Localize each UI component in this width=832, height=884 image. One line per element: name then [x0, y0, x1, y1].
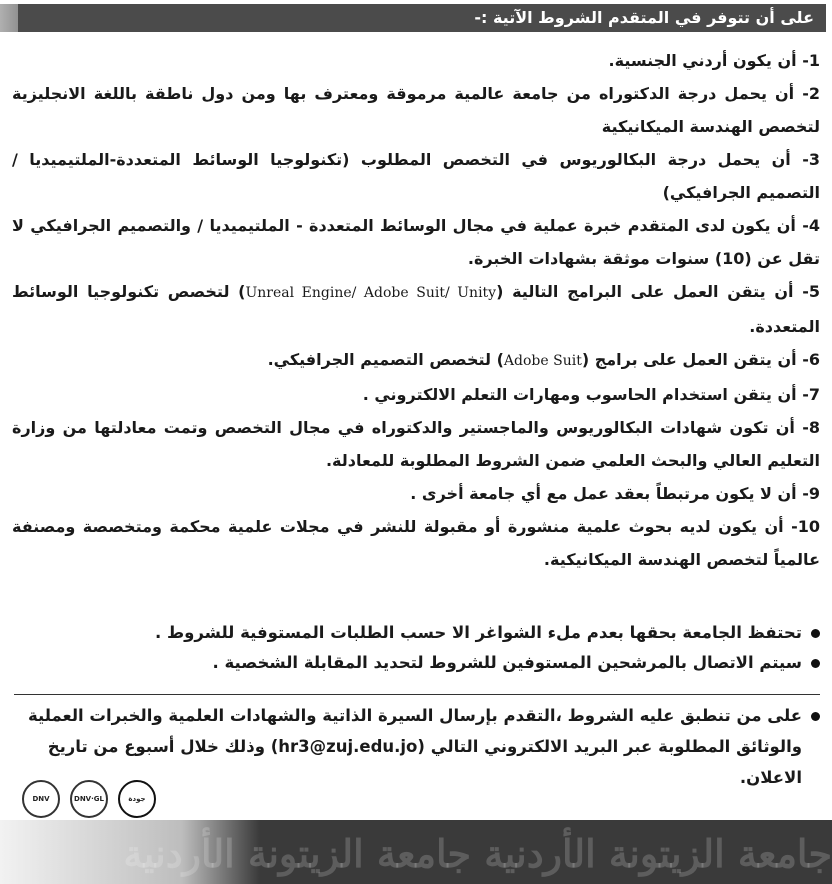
bullet-icon: [811, 659, 820, 668]
condition-item: 1- أن يكون أردني الجنسية.: [608, 51, 820, 70]
apply-text: على من تنطبق عليه الشروط ،التقدم بإرسال السيرة الذاتية والشهادات العلمية والخبرات العملية والوثائق المطلوبة عبر البريد الالكتروني التالي (: [27, 706, 802, 756]
condition-text: ) لتخصص تكنولوجيا الوسائط المتعددة.: [12, 282, 820, 336]
note-item: [12, 618, 820, 648]
condition-text: 6- أن يتقن العمل على برامج (: [581, 350, 820, 369]
email-link[interactable]: hr3@zuj.edu.jo: [278, 737, 418, 756]
condition-item: [12, 343, 820, 378]
conditions-list: [12, 44, 820, 576]
note-text: سيتم الاتصال بالمرشحين المستوفين للشروط لتحديد المقابلة الشخصية .: [212, 653, 802, 672]
dnv-logo-icon: DNV: [22, 780, 60, 818]
footer-calligraphy: جامعة الزيتونة الأردنية جامعة الزيتونة الأردنية: [123, 831, 832, 876]
software-list: Adobe Suit: [503, 353, 582, 369]
condition-item: 8- أن تكون شهادات البكالوريوس والماجستير والدكتوراه في مجال التخصص وتمت معادلتها من وزارة التعليم العالي والبحث العلمي ضمن الشروط المطلوبة للمعادلة.: [12, 418, 820, 470]
dnv-gl-logo-icon: DNV·GL: [70, 780, 108, 818]
notes-list: [12, 618, 820, 678]
condition-text: 5- أن يتقن العمل على البرامج التالية (: [496, 282, 821, 301]
condition-item: 9- أن لا يكون مرتبطاً بعقد عمل مع أي جامعة أخرى .: [410, 484, 820, 503]
bullet-icon: [811, 629, 820, 638]
certification-logos: [22, 780, 156, 818]
quality-check-logo-icon: جودة: [118, 780, 156, 818]
note-item: [12, 648, 820, 678]
software-list: Unreal Engine/ Adobe Suit/ Unity: [245, 285, 497, 301]
conditions-header: على أن تتوفر في المتقدم الشروط الآتية :-: [18, 4, 826, 32]
bullet-icon: [811, 712, 820, 721]
divider: [14, 694, 820, 695]
condition-item: 2- أن يحمل درجة الدكتوراه من جامعة عالمية مرموقة ومعترف بها ومن دول ناطقة باللغة الانجليزية لتخصص الهندسة الميكانيكية: [12, 84, 820, 136]
condition-item: 4- أن يكون لدى المتقدم خبرة عملية في مجال الوسائط المتعددة - الملتيميديا / والتصميم الجرافيكي لا تقل عن (10) سنوات موثقة بشهادات الخبرة.: [12, 216, 820, 268]
note-text: تحتفظ الجامعة بحقها بعدم ملء الشواغر الا حسب الطلبات المستوفية للشروط .: [154, 623, 802, 642]
condition-text: ) لتخصص التصميم الجرافيكي.: [267, 350, 504, 369]
condition-item: [12, 275, 820, 343]
footer-calligraphy-band: [0, 820, 832, 884]
condition-item: 10- أن يكون لديه بحوث علمية منشورة أو مقبولة للنشر في مجلات علمية محكمة ومتخصصة ومصنفة عالمياً لتخصص الهندسة الميكانيكية.: [12, 517, 820, 569]
condition-item: 7- أن يتقن استخدام الحاسوب ومهارات التعلم الالكتروني .: [362, 385, 820, 404]
condition-item: 3- أن يحمل درجة البكالوريوس في التخصص المطلوب (تكنولوجيا الوسائط المتعددة-الملتيميديا / التصميم الجرافيكي): [12, 150, 820, 202]
apply-text: ) وذلك خلال أسبوع من تاريخ الاعلان.: [47, 737, 802, 787]
